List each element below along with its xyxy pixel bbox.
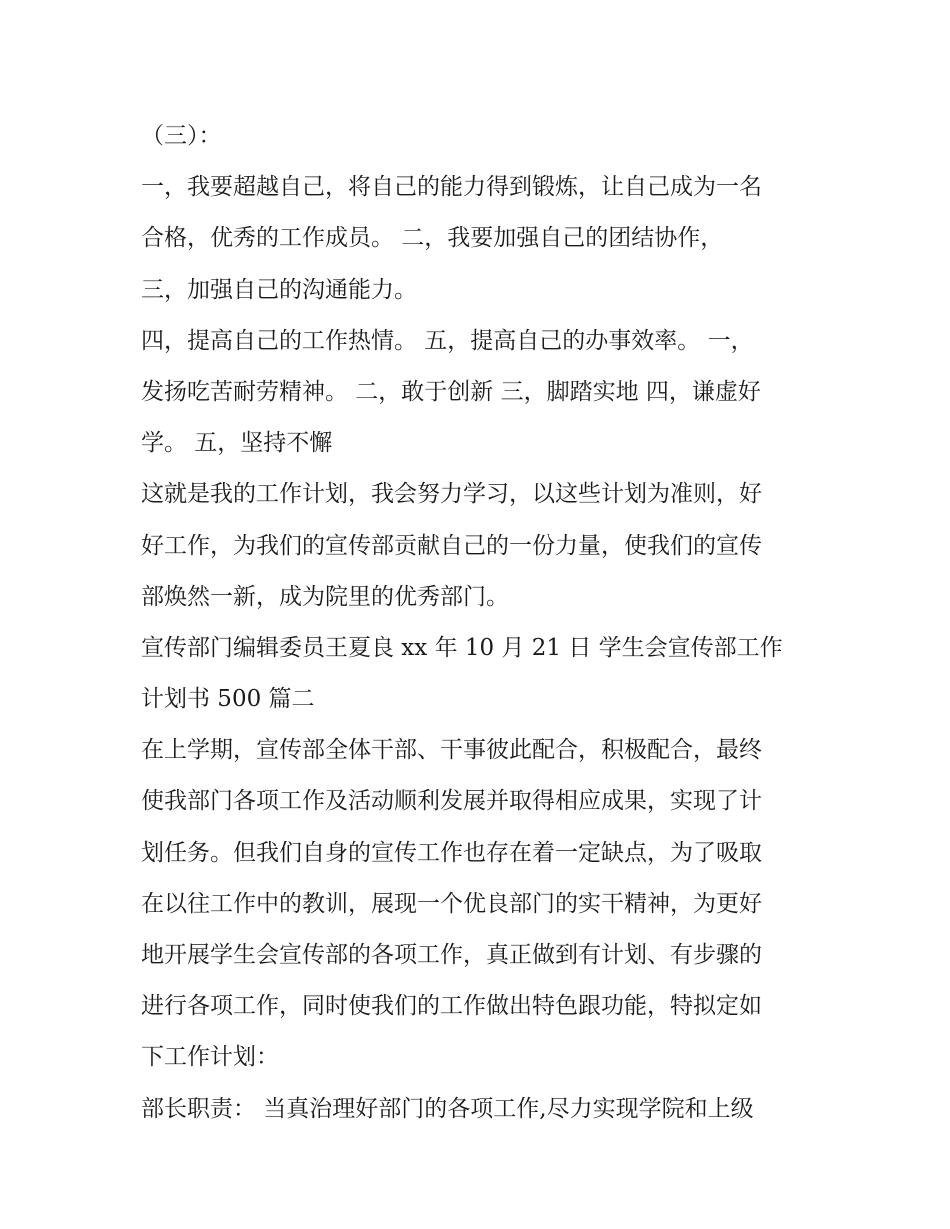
text-line-6: 发扬吃苦耐劳精神。 二，敢于创新 三，脚踏实地 四，谦虚好 [141,378,761,405]
text-line-12: 计划书 500 篇二 [141,686,315,713]
document-body [141,111,821,1135]
text-line-19: 下工作计划： [141,1044,279,1071]
text-line-18: 进行各项工作，同时使我们的工作做出特色跟功能，特拟定如 [141,993,762,1020]
text-line-10: 部焕然一新，成为院里的优秀部门。 [141,583,509,610]
text-line-2: 一，我要超越自己，将自己的能力得到锻炼，让自己成为一名 [141,174,762,201]
text-line-1: （三）： [141,123,222,149]
text-line-14: 使我部门各项工作及活动顺利发展并取得相应成果，实现了计 [141,788,762,815]
text-line-3: 合格，优秀的工作成员。 二，我要加强自己的团结协作， [141,225,724,252]
text-line-20: 部长职责： 当真治理好部门的各项工作,尽力实现学院和上级 [141,1095,754,1122]
text-line-11: 宣传部门编辑委员王夏良 xx 年 10 月 21 日 学生会宣传部工作 [141,634,783,661]
text-line-8: 这就是我的工作计划，我会努力学习，以这些计划为准则，好 [141,481,762,508]
text-line-17: 地开展学生会宣传部的各项工作，真正做到有计划、有步骤的 [141,942,762,968]
text-line-9: 好工作，为我们的宣传部贡献自己的一份力量，使我们的宣传 [141,532,762,559]
text-line-15: 划任务。但我们自身的宣传工作也存在着一定缺点，为了吸取 [141,839,762,866]
text-line-5: 四，提高自己的工作热情。 五，提高自己的办事效率。 一， [141,327,754,354]
text-line-13: 在上学期，宣传部全体干部、干事彼此配合，积极配合，最终 [141,737,762,764]
text-line-4: 三，加强自己的沟通能力。 [141,276,417,303]
text-line-7: 学。 五，坚持不懈 [141,430,333,457]
text-line-16: 在以往工作中的教训，展现一个优良部门的实干精神，为更好 [141,890,762,917]
